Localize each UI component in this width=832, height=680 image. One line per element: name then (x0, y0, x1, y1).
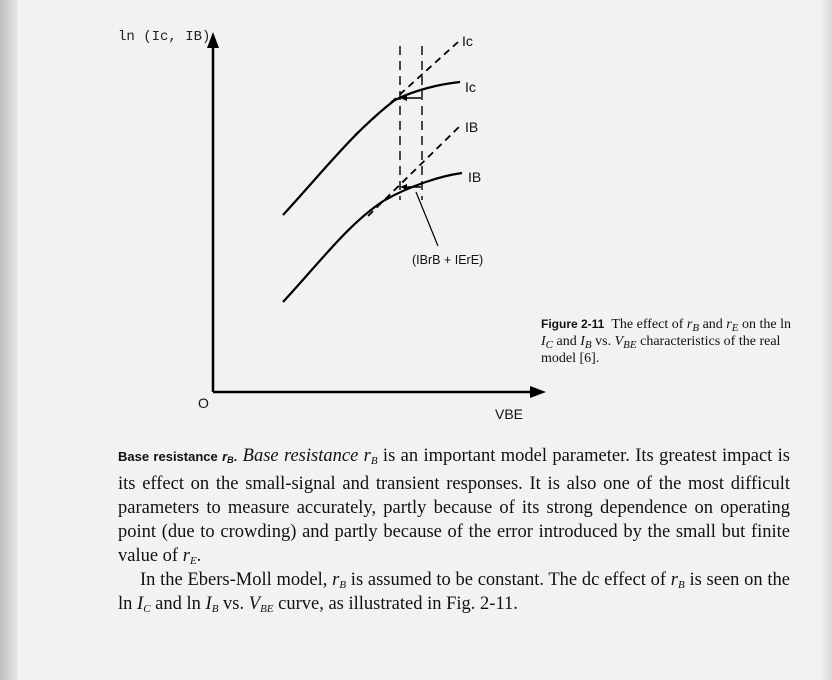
voltage-drop-annotation: (IBrB + IErE) (412, 253, 484, 267)
ic-real-label: Ic (465, 79, 476, 95)
caption-label: Figure 2-11 (541, 317, 605, 331)
paragraph-base-resistance: Base resistance rB. Base resistance $r_B$ is an important model parameter. Its greatest impact is its effect on the small-signal and transient responses. It is also one of the most difficult parameters to measure accurately, partly because of its strong dependence on operating point (due to crowding) and partly because of the error introduced by the small but finite value of $r_E$. (118, 446, 791, 567)
ic-real-curve (283, 82, 460, 215)
ib-ideal-label: IB (465, 119, 479, 135)
x-axis-arrow (530, 386, 546, 398)
annotation-pointer (416, 192, 438, 246)
caption-text: The effect of $r_B$ and $r_E$ on the $\ln I_C$ and $I_B$ vs. $V_{BE}$ characteristics of the real model [6]. (541, 317, 791, 366)
body-text (118, 444, 790, 616)
ib-offset-arrowhead (400, 184, 407, 190)
figure-caption (541, 316, 801, 367)
x-axis-label: VBE (495, 406, 524, 422)
ib-real-label: IB (468, 169, 482, 185)
origin-label: O (198, 395, 209, 411)
section-runin-heading: Base resistance rB. (118, 449, 238, 465)
y-axis-label: ln (Ic, IB) (118, 29, 211, 45)
ic-ideal-label: Ic (462, 33, 473, 49)
paragraph-ebers-moll: In the Ebers-Moll model, $r_B$ is assumed to be constant. The dc effect of $r_B$ is seen on the $\ln I_C$ and $\ln I_B$ vs. $V_{BE}$ curve, as illustrated in Fig. 2-11. (118, 570, 790, 615)
